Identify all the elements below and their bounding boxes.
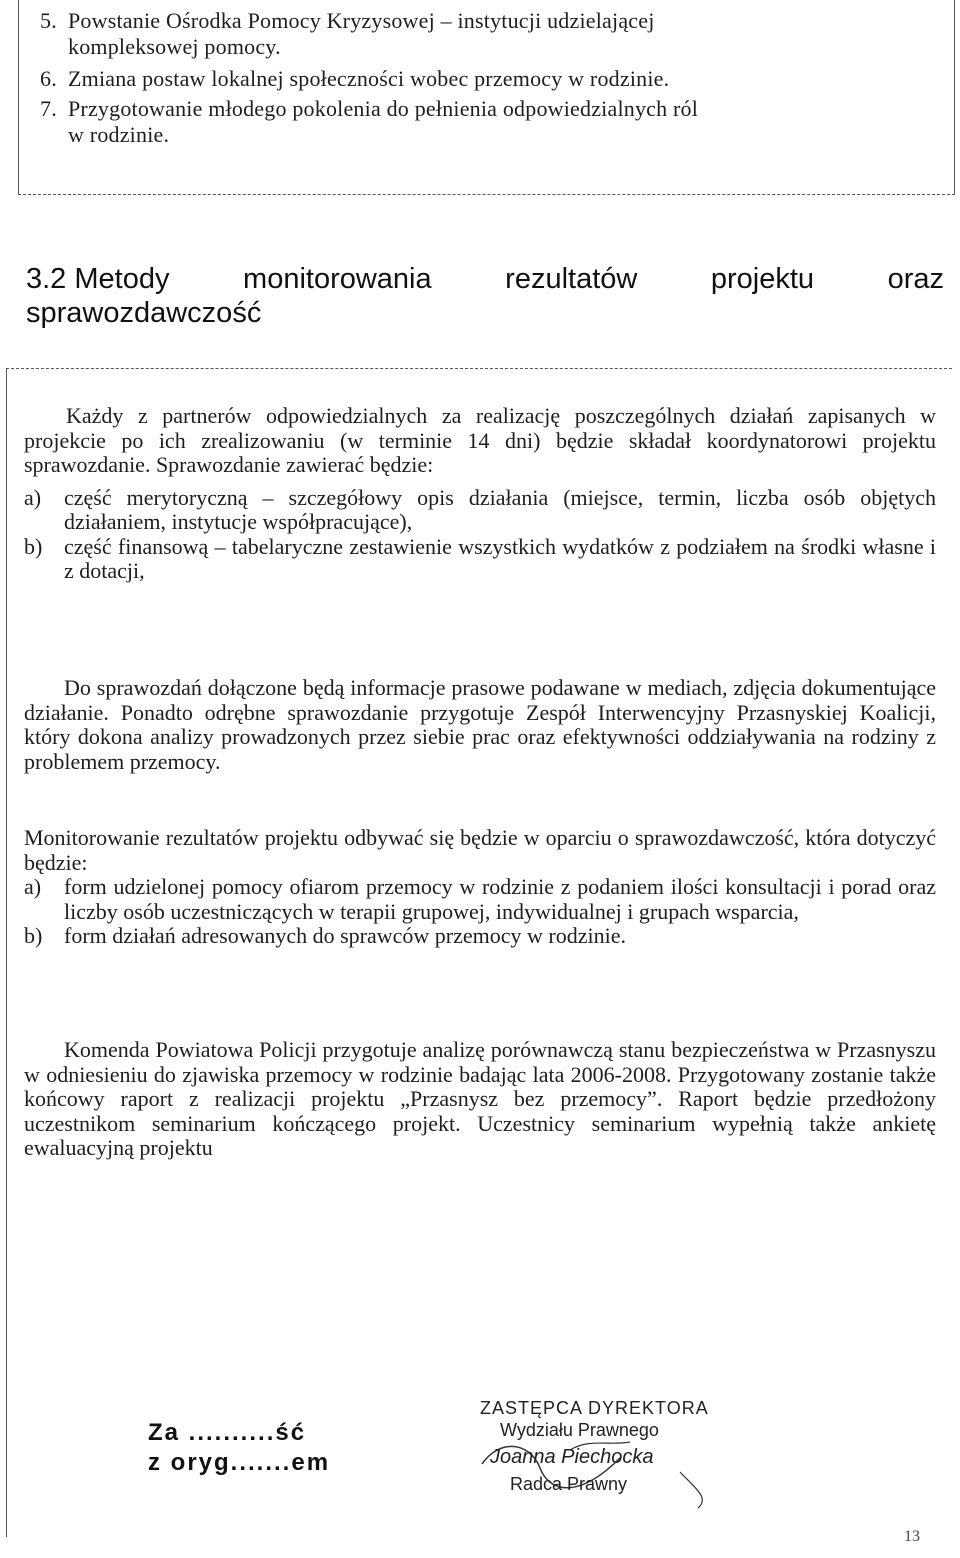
list-label: b): [24, 923, 43, 948]
list-item: [24, 535, 936, 584]
stamp-role: Radca Prawny: [510, 1474, 628, 1494]
stamp-name: Joanna Piechocka: [490, 1446, 654, 1468]
list-text: część merytoryczną – szczegółowy opis działania (miejsce, termin, liczba osób objętych działaniem, instytucje współpracujące),: [64, 484, 936, 534]
list-text: część finansową – tabelaryczne zestawienie wszystkich wydatków z podziałem na środki własne i z dotacji,: [64, 533, 936, 583]
paragraph-attachments: [24, 676, 936, 774]
section-title-word: monitorowania: [243, 263, 432, 295]
paragraph-text: Do sprawozdań dołączone będą informacje prasowe podawane w mediach, zdjęcia dokumentujące działanie. Ponadto odrębne sprawozdanie przygotuje Zespół Interwencyjny Przasnyskiej Koalicji, który dokona analizy prowadzonych przez siebie prac oraz efektywności oddziaływania na rodziny z problemem przemocy.: [24, 675, 936, 774]
list-number: 6.: [40, 66, 57, 91]
certification-line: z oryg.......em: [148, 1449, 331, 1476]
list-text: Powstanie Ośrodka Pomocy Kryzysowej – instytucji udzielającej: [68, 8, 655, 33]
list-item: [40, 66, 945, 92]
list-number: 5.: [40, 8, 57, 33]
official-stamp: [470, 1398, 730, 1518]
list-text: w rodzinie.: [68, 122, 170, 147]
section-title-word: projektu: [710, 263, 815, 295]
list-text: kompleksowej pomocy.: [68, 34, 281, 59]
section-heading: [26, 262, 944, 330]
list-text: Przygotowanie młodego pokolenia do pełnienia odpowiedzialnych ról: [68, 96, 699, 121]
section-title-word: oraz: [887, 263, 944, 295]
stamp-department: Wydziału Prawnego: [500, 1420, 659, 1440]
list-item: [24, 924, 936, 949]
section-title-line2: sprawozdawczość: [26, 297, 262, 329]
list-text: form działań adresowanych do sprawców przemocy w rodzinie.: [64, 923, 627, 948]
list-item: [24, 486, 936, 535]
stamp-title: ZASTĘPCA DYREKTORA: [480, 1398, 709, 1418]
paragraph-text: Każdy z partnerów odpowiedzialnych za realizację poszczególnych działań zapisanych w projekcie po ich zrealizowaniu (w terminie 14 dni) będzie składał koordynatorowi projektu sprawozdanie. Sprawozdanie zawierać będzie:: [24, 403, 936, 477]
paragraph-police-analysis: [24, 1038, 936, 1161]
paragraph-text: Monitorowanie rezultatów projektu odbywać się będzie w oparciu o sprawozdawczość, która dotyczyć będzie:: [24, 825, 936, 875]
list-text: Zmiana postaw lokalnej społeczności wobec przemocy w rodzinie.: [68, 66, 670, 91]
section-title-word: Metody: [74, 263, 170, 295]
paragraph-reporting: [24, 404, 936, 584]
list-item: [24, 875, 936, 924]
list-item: [40, 96, 945, 148]
list-text: form udzielonej pomocy ofiarom przemocy w rodzinie z podaniem ilości konsultacji i porad oraz liczby osób uczestniczących w terapii grupowej, indywidualnej i grupach wsparcia,: [64, 874, 936, 924]
list-label: b): [24, 533, 43, 559]
paragraph-text: Komenda Powiatowa Policji przygotuje analizę porównawczą stanu bezpieczeństwa w Przasnyszu w odniesieniu do zjawiska przemocy w rodzinie badając lata 2006-2008. Przygotowany zostanie także końcowy raport z realizacji projektu „Przasnysz bez przemocy”. Raport będzie przedłożony uczestnikom seminarium kończącego projekt. Uczestnicy seminarium wypełnią także ankietę ewaluacyjną projektu: [24, 1037, 936, 1160]
section-number: 3.2: [26, 263, 67, 295]
certification-line: Za ..........ść: [148, 1419, 307, 1446]
list-label: a): [24, 874, 42, 899]
list-number: 7.: [40, 96, 57, 121]
list-label: a): [24, 484, 42, 510]
paragraph-monitoring: [24, 826, 936, 949]
page-number: 13: [904, 1528, 920, 1545]
certification-stamp: [148, 1418, 330, 1478]
section-title-word: rezultatów: [505, 263, 638, 295]
list-item: [40, 8, 945, 60]
